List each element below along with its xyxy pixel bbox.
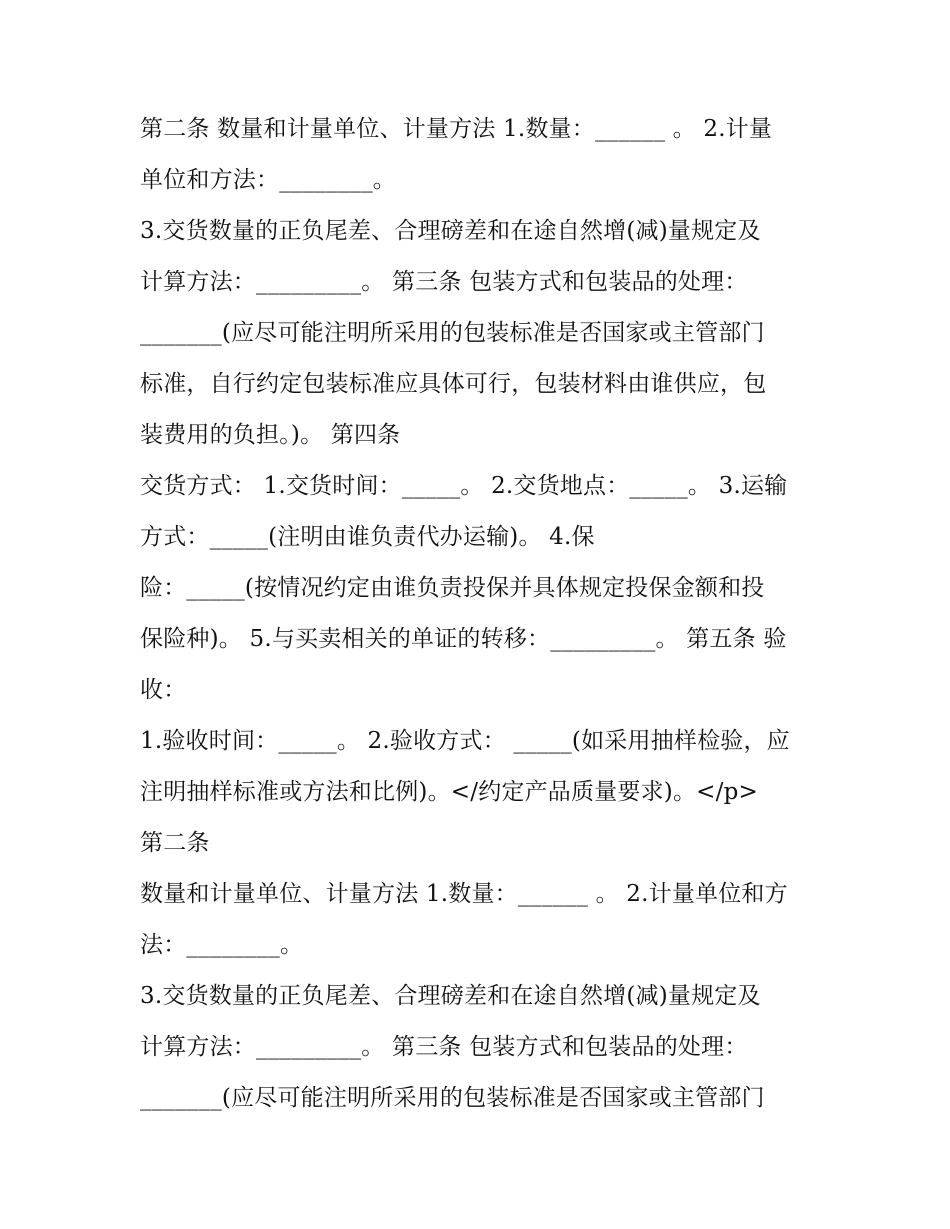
text-line: 法：________。 <box>140 932 304 958</box>
text-line: 注明抽样标准或方法和比例)。</约定产品质量要求)。</p> <box>140 779 758 805</box>
text-line: 计算方法：_________。 第三条 包装方式和包装品的处理： <box>140 1034 748 1060</box>
document-body <box>140 104 820 1124</box>
text-line: 标准，自行约定包装标准应具体可行，包装材料由谁供应，包 <box>140 371 767 397</box>
text-line: 单位和方法：________。 <box>140 167 396 193</box>
text-line: 交货方式： 1.交货时间：_____。 2.交货地点：_____。 3.运输 <box>140 473 788 499</box>
text-line: 第二条 数量和计量单位、计量方法 1.数量：______ 。 2.计量 <box>140 116 773 142</box>
text-line: 1.验收时间：_____。 2.验收方式： _____(如采用抽样检验，应 <box>140 728 790 754</box>
text-line: 计算方法：_________。 第三条 包装方式和包装品的处理： <box>140 269 748 295</box>
text-line: 数量和计量单位、计量方法 1.数量：______ 。 2.计量单位和方 <box>140 881 788 907</box>
text-line: 方式：_____(注明由谁负责代办运输)。 4.保 <box>140 524 595 550</box>
text-line: 险：_____(按情况约定由谁负责投保并具体规定投保金额和投 <box>140 575 765 601</box>
text-line: 第二条 <box>140 830 210 856</box>
text-line: 3.交货数量的正负尾差、合理磅差和在途自然增(减)量规定及 <box>140 983 761 1009</box>
text-line: _______(应尽可能注明所采用的包装标准是否国家或主管部门 <box>140 1085 765 1111</box>
text-line: 保险种)。 5.与买卖相关的单证的转移：_________。 第五条 验 <box>140 626 787 652</box>
text-line: 3.交货数量的正负尾差、合理磅差和在途自然增(减)量规定及 <box>140 218 761 244</box>
text-line: 装费用的负担。)。 第四条 <box>140 422 401 448</box>
text-line: _______(应尽可能注明所采用的包装标准是否国家或主管部门 <box>140 320 765 346</box>
text-line: 收： <box>140 677 187 703</box>
